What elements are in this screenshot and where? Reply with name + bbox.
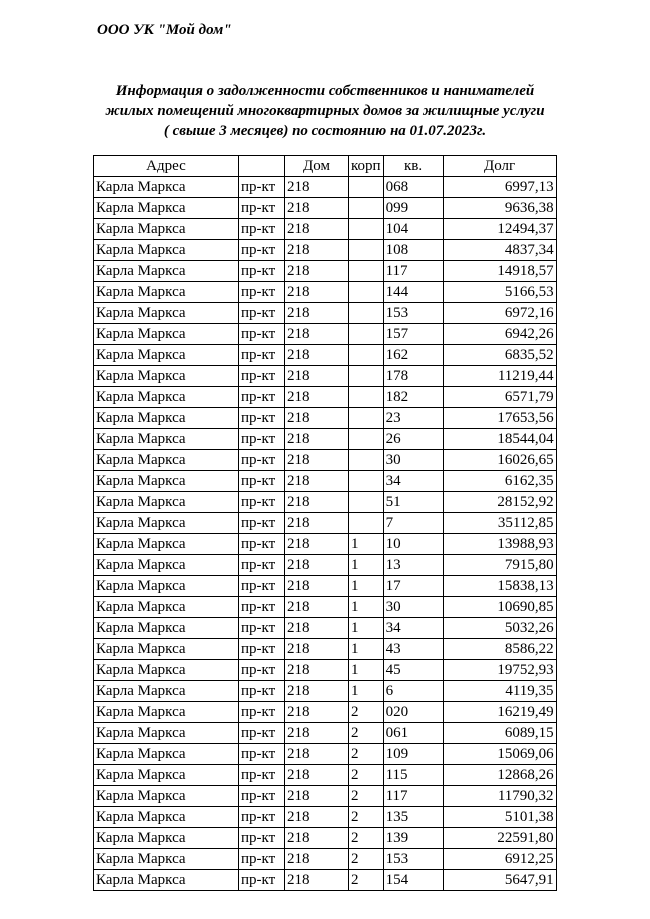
cell-house: 218 (285, 450, 349, 471)
cell-korp: 1 (349, 639, 384, 660)
table-row (94, 618, 557, 639)
cell-korp: 2 (349, 786, 384, 807)
cell-house: 218 (285, 765, 349, 786)
cell-apartment: 34 (383, 471, 443, 492)
table-row (94, 576, 557, 597)
cell-street-type: пр-кт (239, 450, 285, 471)
cell-debt: 13988,93 (443, 534, 556, 555)
cell-apartment: 26 (383, 429, 443, 450)
table-row (94, 849, 557, 870)
cell-korp: 2 (349, 765, 384, 786)
cell-street: Карла Маркса (94, 282, 239, 303)
cell-korp (349, 324, 384, 345)
cell-street-type: пр-кт (239, 366, 285, 387)
table-row (94, 513, 557, 534)
table-row (94, 219, 557, 240)
cell-street: Карла Маркса (94, 849, 239, 870)
cell-apartment: 117 (383, 786, 443, 807)
cell-apartment: 34 (383, 618, 443, 639)
cell-korp (349, 366, 384, 387)
table-row (94, 324, 557, 345)
column-header-korp: корп (349, 156, 384, 177)
table-header-row (94, 156, 557, 177)
cell-street: Карла Маркса (94, 807, 239, 828)
cell-debt: 16219,49 (443, 702, 556, 723)
cell-korp (349, 303, 384, 324)
cell-apartment: 17 (383, 576, 443, 597)
cell-street: Карла Маркса (94, 513, 239, 534)
cell-street-type: пр-кт (239, 177, 285, 198)
cell-debt: 16026,65 (443, 450, 556, 471)
cell-apartment: 115 (383, 765, 443, 786)
cell-street: Карла Маркса (94, 744, 239, 765)
table-row (94, 387, 557, 408)
cell-house: 218 (285, 387, 349, 408)
column-header-house: Дом (285, 156, 349, 177)
organization-name: ООО УК "Мой дом" (97, 22, 232, 38)
cell-apartment: 23 (383, 408, 443, 429)
cell-street-type: пр-кт (239, 240, 285, 261)
table-row (94, 681, 557, 702)
cell-house: 218 (285, 723, 349, 744)
cell-street-type: пр-кт (239, 282, 285, 303)
table-row (94, 786, 557, 807)
cell-street-type: пр-кт (239, 345, 285, 366)
cell-debt: 4119,35 (443, 681, 556, 702)
table-row (94, 744, 557, 765)
cell-street-type: пр-кт (239, 681, 285, 702)
cell-street-type: пр-кт (239, 744, 285, 765)
title-line: жилых помещений многоквартирных домов за жилищные услуги (105, 103, 545, 119)
table-row (94, 408, 557, 429)
cell-street-type: пр-кт (239, 261, 285, 282)
cell-apartment: 109 (383, 744, 443, 765)
cell-debt: 8586,22 (443, 639, 556, 660)
cell-korp (349, 408, 384, 429)
cell-debt: 6089,15 (443, 723, 556, 744)
cell-street: Карла Маркса (94, 534, 239, 555)
cell-debt: 5166,53 (443, 282, 556, 303)
cell-street-type: пр-кт (239, 870, 285, 891)
column-header-apartment: кв. (383, 156, 443, 177)
cell-apartment: 061 (383, 723, 443, 744)
cell-apartment: 30 (383, 597, 443, 618)
cell-debt: 6997,13 (443, 177, 556, 198)
cell-street-type: пр-кт (239, 765, 285, 786)
cell-house: 218 (285, 786, 349, 807)
cell-street-type: пр-кт (239, 513, 285, 534)
cell-street: Карла Маркса (94, 408, 239, 429)
cell-house: 218 (285, 492, 349, 513)
cell-korp: 1 (349, 534, 384, 555)
table-row (94, 765, 557, 786)
cell-debt: 6972,16 (443, 303, 556, 324)
cell-street: Карла Маркса (94, 324, 239, 345)
table-row (94, 471, 557, 492)
cell-street-type: пр-кт (239, 303, 285, 324)
cell-korp: 2 (349, 807, 384, 828)
cell-house: 218 (285, 261, 349, 282)
cell-house: 218 (285, 240, 349, 261)
table-row (94, 261, 557, 282)
cell-street: Карла Маркса (94, 765, 239, 786)
cell-apartment: 43 (383, 639, 443, 660)
cell-apartment: 182 (383, 387, 443, 408)
cell-debt: 18544,04 (443, 429, 556, 450)
cell-house: 218 (285, 639, 349, 660)
cell-apartment: 10 (383, 534, 443, 555)
cell-street: Карла Маркса (94, 681, 239, 702)
cell-house: 218 (285, 618, 349, 639)
cell-korp (349, 471, 384, 492)
cell-house: 218 (285, 702, 349, 723)
cell-street: Карла Маркса (94, 219, 239, 240)
cell-korp (349, 240, 384, 261)
cell-apartment: 7 (383, 513, 443, 534)
cell-korp: 2 (349, 744, 384, 765)
table-row (94, 282, 557, 303)
cell-street: Карла Маркса (94, 702, 239, 723)
cell-korp: 1 (349, 618, 384, 639)
cell-korp: 1 (349, 681, 384, 702)
cell-house: 218 (285, 870, 349, 891)
title-line: Информация о задолженности собственников и нанимателей (115, 83, 535, 99)
cell-korp (349, 261, 384, 282)
table-row (94, 534, 557, 555)
cell-apartment: 135 (383, 807, 443, 828)
table-row (94, 702, 557, 723)
table-row (94, 828, 557, 849)
cell-house: 218 (285, 681, 349, 702)
debt-table (93, 155, 557, 891)
cell-street-type: пр-кт (239, 660, 285, 681)
document-title (40, 81, 610, 141)
cell-korp: 2 (349, 723, 384, 744)
cell-korp: 2 (349, 870, 384, 891)
cell-debt: 11219,44 (443, 366, 556, 387)
cell-apartment: 45 (383, 660, 443, 681)
cell-house: 218 (285, 513, 349, 534)
cell-house: 218 (285, 429, 349, 450)
cell-apartment: 6 (383, 681, 443, 702)
cell-house: 218 (285, 576, 349, 597)
cell-korp (349, 492, 384, 513)
cell-debt: 22591,80 (443, 828, 556, 849)
cell-apartment: 099 (383, 198, 443, 219)
table-body (94, 177, 557, 891)
cell-street: Карла Маркса (94, 555, 239, 576)
table-row (94, 450, 557, 471)
cell-apartment: 153 (383, 849, 443, 870)
cell-street: Карла Маркса (94, 723, 239, 744)
column-header-address: Адрес (94, 156, 239, 177)
cell-korp: 2 (349, 849, 384, 870)
cell-debt: 11790,32 (443, 786, 556, 807)
cell-house: 218 (285, 366, 349, 387)
table-row (94, 660, 557, 681)
cell-debt: 6162,35 (443, 471, 556, 492)
table-row (94, 597, 557, 618)
cell-street-type: пр-кт (239, 429, 285, 450)
cell-debt: 9636,38 (443, 198, 556, 219)
cell-debt: 6835,52 (443, 345, 556, 366)
cell-street: Карла Маркса (94, 429, 239, 450)
cell-apartment: 178 (383, 366, 443, 387)
cell-apartment: 153 (383, 303, 443, 324)
cell-korp: 1 (349, 597, 384, 618)
cell-apartment: 020 (383, 702, 443, 723)
cell-house: 218 (285, 471, 349, 492)
title-line: ( свыше 3 месяцев) по состоянию на 01.07.2023г. (163, 123, 487, 139)
cell-house: 218 (285, 177, 349, 198)
cell-debt: 14918,57 (443, 261, 556, 282)
cell-house: 218 (285, 555, 349, 576)
cell-street: Карла Маркса (94, 240, 239, 261)
cell-apartment: 104 (383, 219, 443, 240)
cell-house: 218 (285, 828, 349, 849)
table-row (94, 366, 557, 387)
cell-debt: 12494,37 (443, 219, 556, 240)
cell-apartment: 162 (383, 345, 443, 366)
cell-apartment: 068 (383, 177, 443, 198)
cell-korp: 2 (349, 828, 384, 849)
cell-house: 218 (285, 660, 349, 681)
cell-korp (349, 282, 384, 303)
cell-street: Карла Маркса (94, 177, 239, 198)
cell-street: Карла Маркса (94, 660, 239, 681)
cell-street: Карла Маркса (94, 618, 239, 639)
cell-house: 218 (285, 534, 349, 555)
cell-street-type: пр-кт (239, 408, 285, 429)
cell-debt: 15838,13 (443, 576, 556, 597)
cell-street: Карла Маркса (94, 345, 239, 366)
table-row (94, 429, 557, 450)
cell-debt: 5101,38 (443, 807, 556, 828)
cell-debt: 5647,91 (443, 870, 556, 891)
cell-korp (349, 387, 384, 408)
cell-street-type: пр-кт (239, 471, 285, 492)
cell-street-type: пр-кт (239, 219, 285, 240)
cell-korp: 2 (349, 702, 384, 723)
cell-korp (349, 177, 384, 198)
cell-house: 218 (285, 282, 349, 303)
cell-apartment: 144 (383, 282, 443, 303)
table-row (94, 639, 557, 660)
cell-street-type: пр-кт (239, 723, 285, 744)
cell-street-type: пр-кт (239, 702, 285, 723)
cell-street-type: пр-кт (239, 828, 285, 849)
cell-korp: 1 (349, 660, 384, 681)
cell-korp (349, 219, 384, 240)
cell-street: Карла Маркса (94, 387, 239, 408)
cell-house: 218 (285, 345, 349, 366)
cell-apartment: 51 (383, 492, 443, 513)
cell-apartment: 108 (383, 240, 443, 261)
cell-street: Карла Маркса (94, 450, 239, 471)
cell-street-type: пр-кт (239, 576, 285, 597)
cell-street-type: пр-кт (239, 198, 285, 219)
cell-korp (349, 198, 384, 219)
cell-debt: 6942,26 (443, 324, 556, 345)
table-row (94, 870, 557, 891)
table-row (94, 303, 557, 324)
cell-debt: 17653,56 (443, 408, 556, 429)
cell-house: 218 (285, 849, 349, 870)
cell-street: Карла Маркса (94, 786, 239, 807)
cell-house: 218 (285, 597, 349, 618)
cell-house: 218 (285, 744, 349, 765)
cell-house: 218 (285, 807, 349, 828)
cell-apartment: 13 (383, 555, 443, 576)
cell-apartment: 30 (383, 450, 443, 471)
cell-street: Карла Маркса (94, 261, 239, 282)
cell-street: Карла Маркса (94, 471, 239, 492)
cell-street: Карла Маркса (94, 576, 239, 597)
table-row (94, 345, 557, 366)
cell-debt: 5032,26 (443, 618, 556, 639)
cell-street-type: пр-кт (239, 387, 285, 408)
cell-debt: 35112,85 (443, 513, 556, 534)
cell-street: Карла Маркса (94, 198, 239, 219)
cell-debt: 7915,80 (443, 555, 556, 576)
cell-street-type: пр-кт (239, 618, 285, 639)
cell-street-type: пр-кт (239, 639, 285, 660)
table-row (94, 177, 557, 198)
cell-house: 218 (285, 219, 349, 240)
cell-street: Карла Маркса (94, 870, 239, 891)
cell-apartment: 154 (383, 870, 443, 891)
table-row (94, 555, 557, 576)
cell-apartment: 117 (383, 261, 443, 282)
cell-street: Карла Маркса (94, 492, 239, 513)
table-row (94, 492, 557, 513)
table-row (94, 198, 557, 219)
column-header-type (239, 156, 285, 177)
cell-street: Карла Маркса (94, 639, 239, 660)
cell-debt: 12868,26 (443, 765, 556, 786)
cell-street-type: пр-кт (239, 849, 285, 870)
cell-korp: 1 (349, 576, 384, 597)
cell-street: Карла Маркса (94, 597, 239, 618)
cell-debt: 15069,06 (443, 744, 556, 765)
table-row (94, 240, 557, 261)
cell-debt: 6912,25 (443, 849, 556, 870)
cell-debt: 19752,93 (443, 660, 556, 681)
cell-street-type: пр-кт (239, 534, 285, 555)
cell-korp (349, 450, 384, 471)
cell-debt: 28152,92 (443, 492, 556, 513)
cell-apartment: 157 (383, 324, 443, 345)
cell-street-type: пр-кт (239, 807, 285, 828)
cell-street: Карла Маркса (94, 303, 239, 324)
cell-street-type: пр-кт (239, 597, 285, 618)
cell-street-type: пр-кт (239, 555, 285, 576)
cell-debt: 6571,79 (443, 387, 556, 408)
cell-street-type: пр-кт (239, 324, 285, 345)
cell-house: 218 (285, 324, 349, 345)
cell-street-type: пр-кт (239, 492, 285, 513)
cell-house: 218 (285, 303, 349, 324)
column-header-debt: Долг (443, 156, 556, 177)
cell-apartment: 139 (383, 828, 443, 849)
table-row (94, 723, 557, 744)
cell-debt: 10690,85 (443, 597, 556, 618)
table-row (94, 807, 557, 828)
cell-korp (349, 345, 384, 366)
cell-house: 218 (285, 198, 349, 219)
cell-korp (349, 429, 384, 450)
cell-korp: 1 (349, 555, 384, 576)
cell-street: Карла Маркса (94, 828, 239, 849)
cell-korp (349, 513, 384, 534)
cell-street: Карла Маркса (94, 366, 239, 387)
cell-debt: 4837,34 (443, 240, 556, 261)
cell-house: 218 (285, 408, 349, 429)
cell-street-type: пр-кт (239, 786, 285, 807)
